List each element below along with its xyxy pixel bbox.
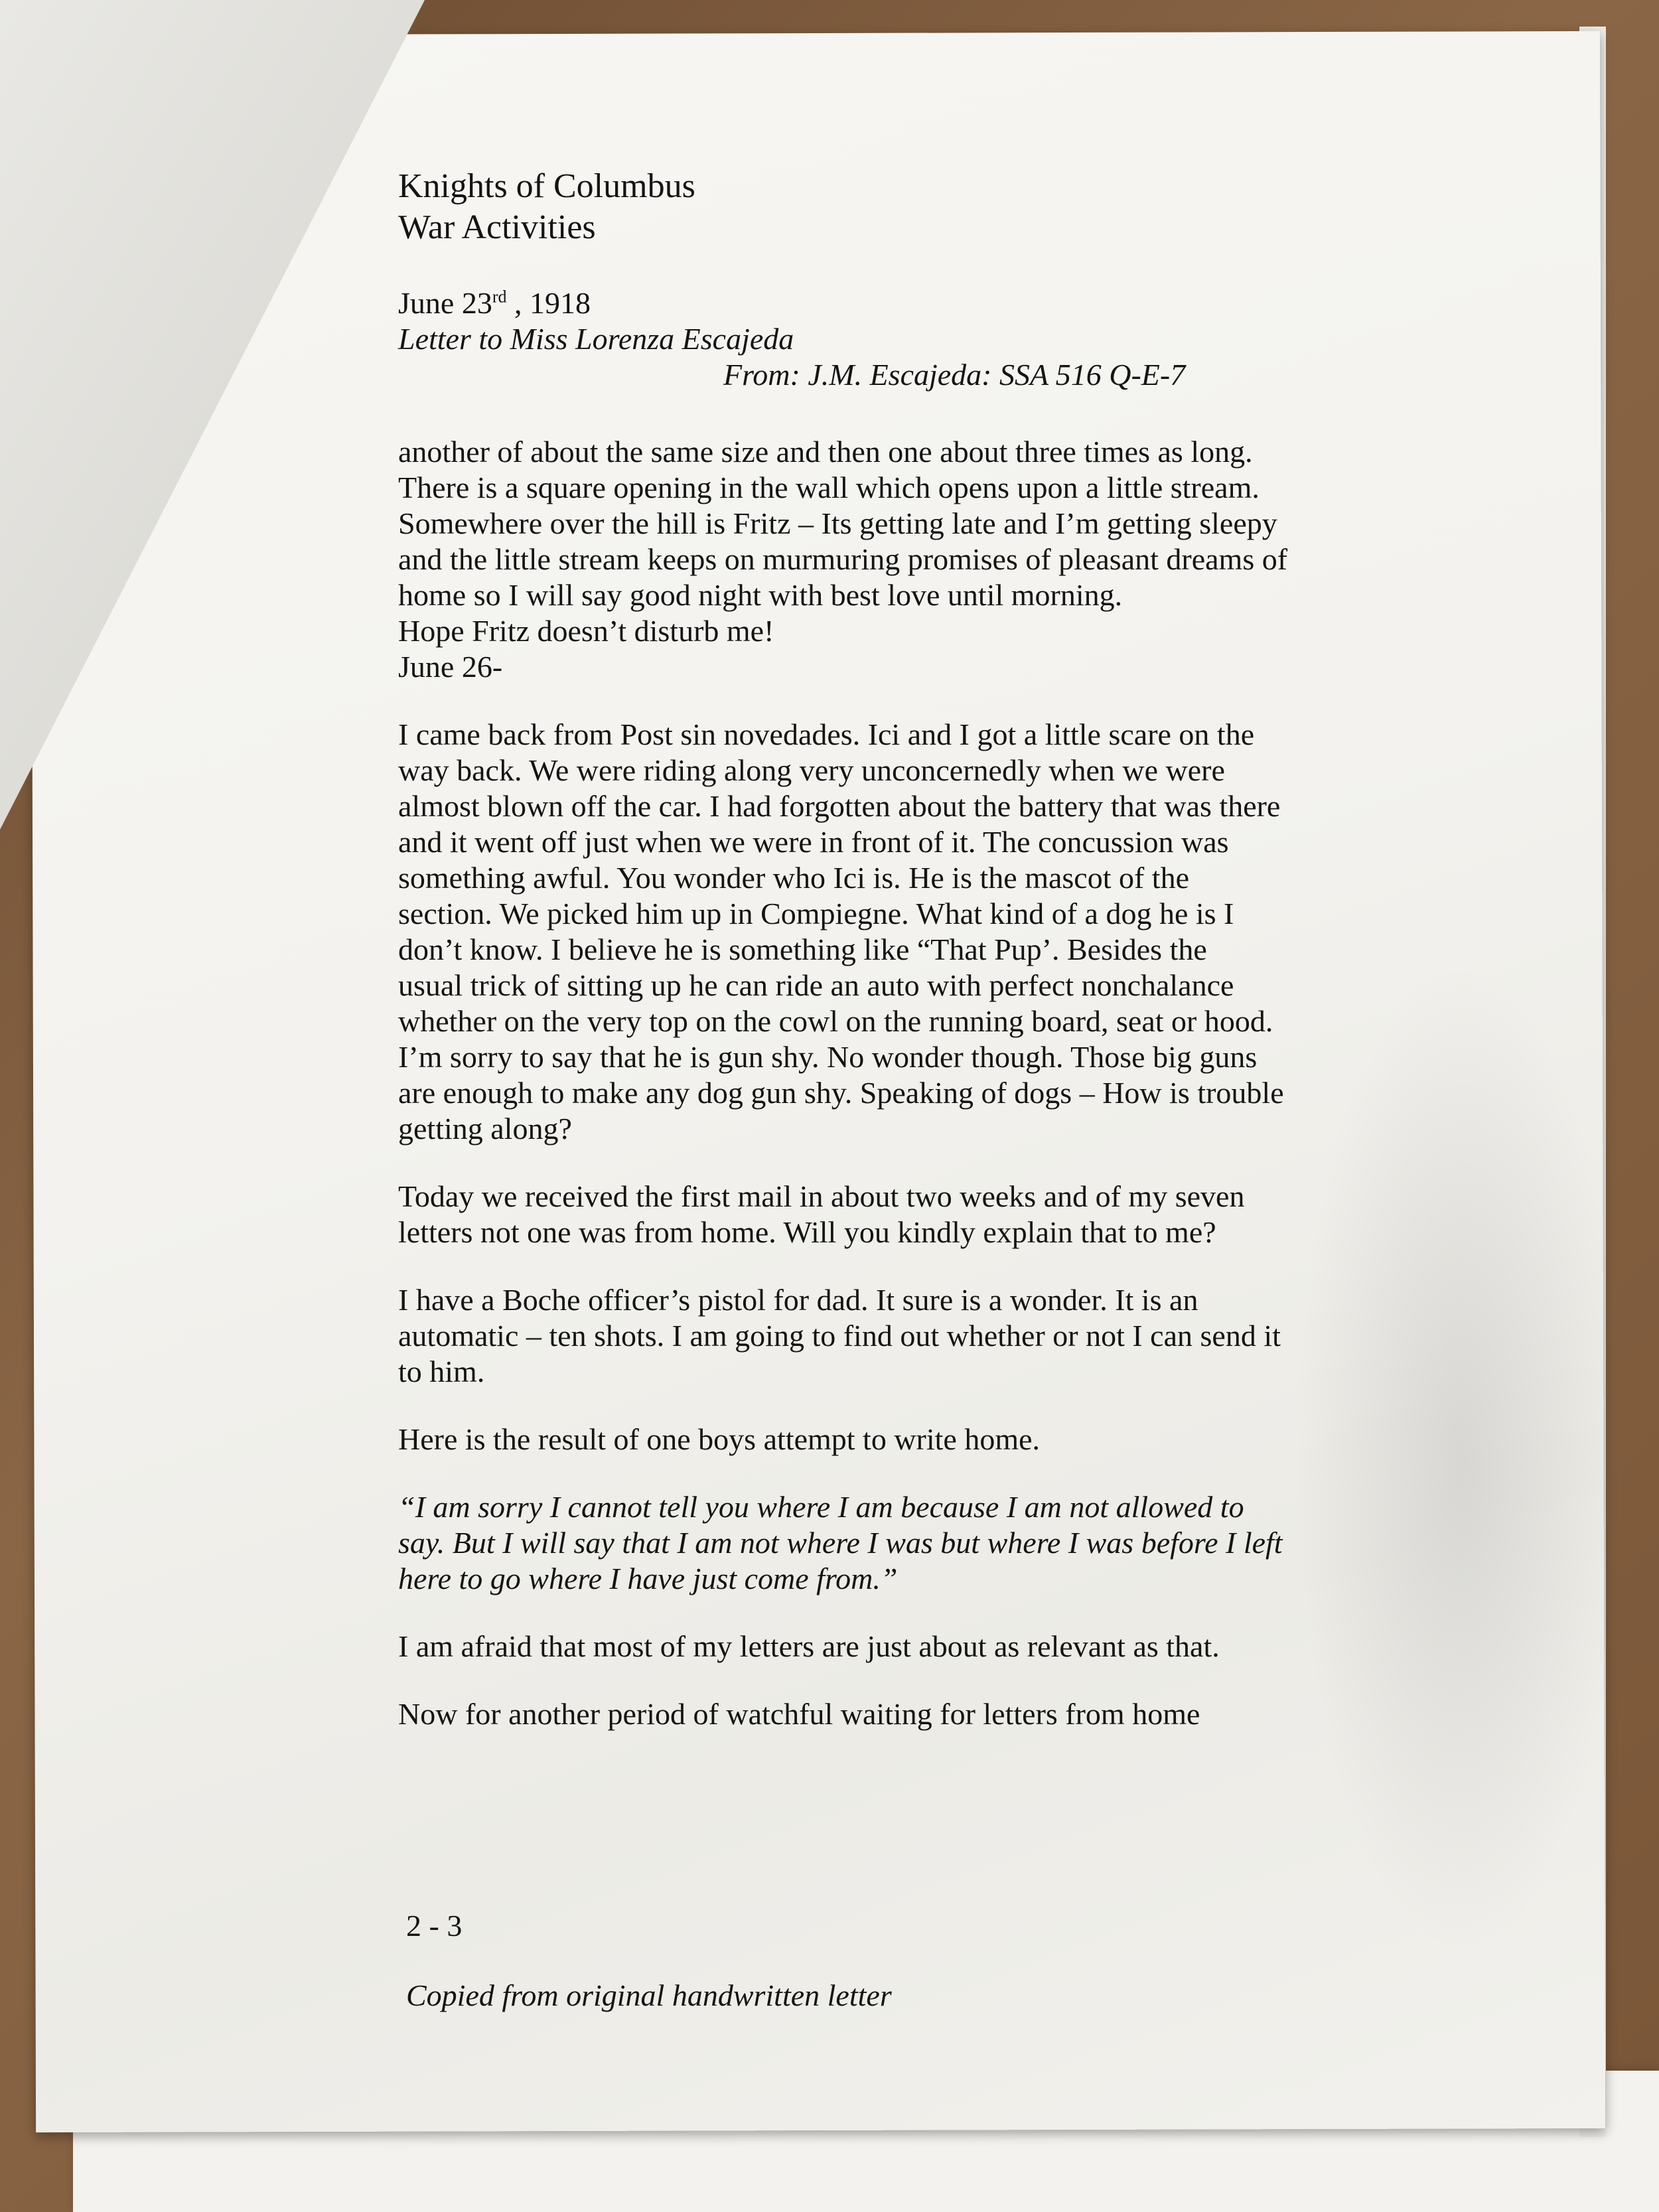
text-line: something awful. You wonder who Ici is. He is the mascot of the (398, 861, 1190, 895)
text-line: I am afraid that most of my letters are just about as relevant as that. (398, 1629, 1220, 1663)
paragraph-3 (398, 1179, 1367, 1250)
text-line: getting along? (398, 1112, 572, 1145)
text-line: I’m sorry to say that he is gun shy. No wonder though. Those big guns (398, 1040, 1258, 1074)
text-line: and the little stream keeps on murmuring promises of pleasant dreams of (398, 542, 1288, 576)
footer-note: Copied from original handwritten letter (406, 1978, 892, 2012)
text-line: Somewhere over the hill is Fritz – Its getting late and I’m getting sleepy (398, 506, 1277, 540)
text-line: Hope Fritz doesn’t disturb me! (398, 614, 774, 648)
quote-paragraph (398, 1489, 1367, 1597)
paragraph-5 (398, 1422, 1367, 1457)
text-line: “I am sorry I cannot tell you where I am because I am not allowed to (398, 1490, 1244, 1524)
text-line: usual trick of sitting up he can ride an auto with perfect nonchalance (398, 968, 1234, 1002)
text-line: here to go where I have just come from.” (398, 1562, 898, 1595)
text-line: way back. We were riding along very unconcernedly when we were (398, 753, 1225, 787)
date-suffix: , 1918 (514, 286, 591, 320)
text-line: I have a Boche officer’s pistol for dad. It sure is a wonder. It is an (398, 1283, 1198, 1317)
text-line: Now for another period of watchful waiting for letters from home (398, 1697, 1200, 1731)
text-line: home so I will say good night with best love until morning. (398, 578, 1123, 612)
paragraph-2 (398, 717, 1367, 1147)
text-line: are enough to make any dog gun shy. Speaking of dogs – How is trouble (398, 1076, 1284, 1110)
letter-date (398, 285, 1367, 321)
text-line: section. We picked him up in Compiegne. What kind of a dog he is I (398, 897, 1234, 930)
text-line: whether on the very top on the cowl on the running board, seat or hood. (398, 1004, 1273, 1038)
text-line: almost blown off the car. I had forgotten about the battery that was there (398, 789, 1281, 823)
text-line: to him. (398, 1355, 485, 1388)
paragraph-4 (398, 1282, 1367, 1390)
paragraph-7 (398, 1696, 1367, 1732)
header-line-2: War Activities (398, 208, 596, 246)
paragraph-1 (398, 434, 1367, 685)
text-line: another of about the same size and then one about three times as long. (398, 435, 1253, 469)
text-line: There is a square opening in the wall which opens upon a little stream. (398, 471, 1260, 504)
page-number: 2 - 3 (406, 1909, 463, 1943)
text-line: say. But I will say that I am not where I was but where I was before I left (398, 1526, 1283, 1560)
text-line: I came back from Post sin novedades. Ici and I got a little scare on the (398, 717, 1255, 751)
text-line: Today we received the first mail in about two weeks and of my seven (398, 1179, 1245, 1213)
text-line: automatic – ten shots. I am going to find out whether or not I can send it (398, 1319, 1281, 1353)
text-line: letters not one was from home. Will you kindly explain that to me? (398, 1215, 1216, 1249)
paragraph-6 (398, 1629, 1367, 1664)
text-line: and it went off just when we were in front of it. The concussion was (398, 825, 1229, 859)
text-line: Here is the result of one boys attempt to write home. (398, 1422, 1041, 1456)
text-line: don’t know. I believe he is something like “That Pup’. Besides the (398, 932, 1207, 966)
letter-from: From: J.M. Escajeda: SSA 516 Q-E-7 (723, 358, 1186, 392)
date-prefix: June 23 (398, 286, 492, 320)
letter-recipient: Letter to Miss Lorenza Escajeda (398, 322, 794, 356)
letter-document (398, 166, 1367, 1732)
text-line: June 26- (398, 650, 503, 684)
header-line-1: Knights of Columbus (398, 167, 695, 205)
date-superscript: rd (492, 287, 507, 307)
